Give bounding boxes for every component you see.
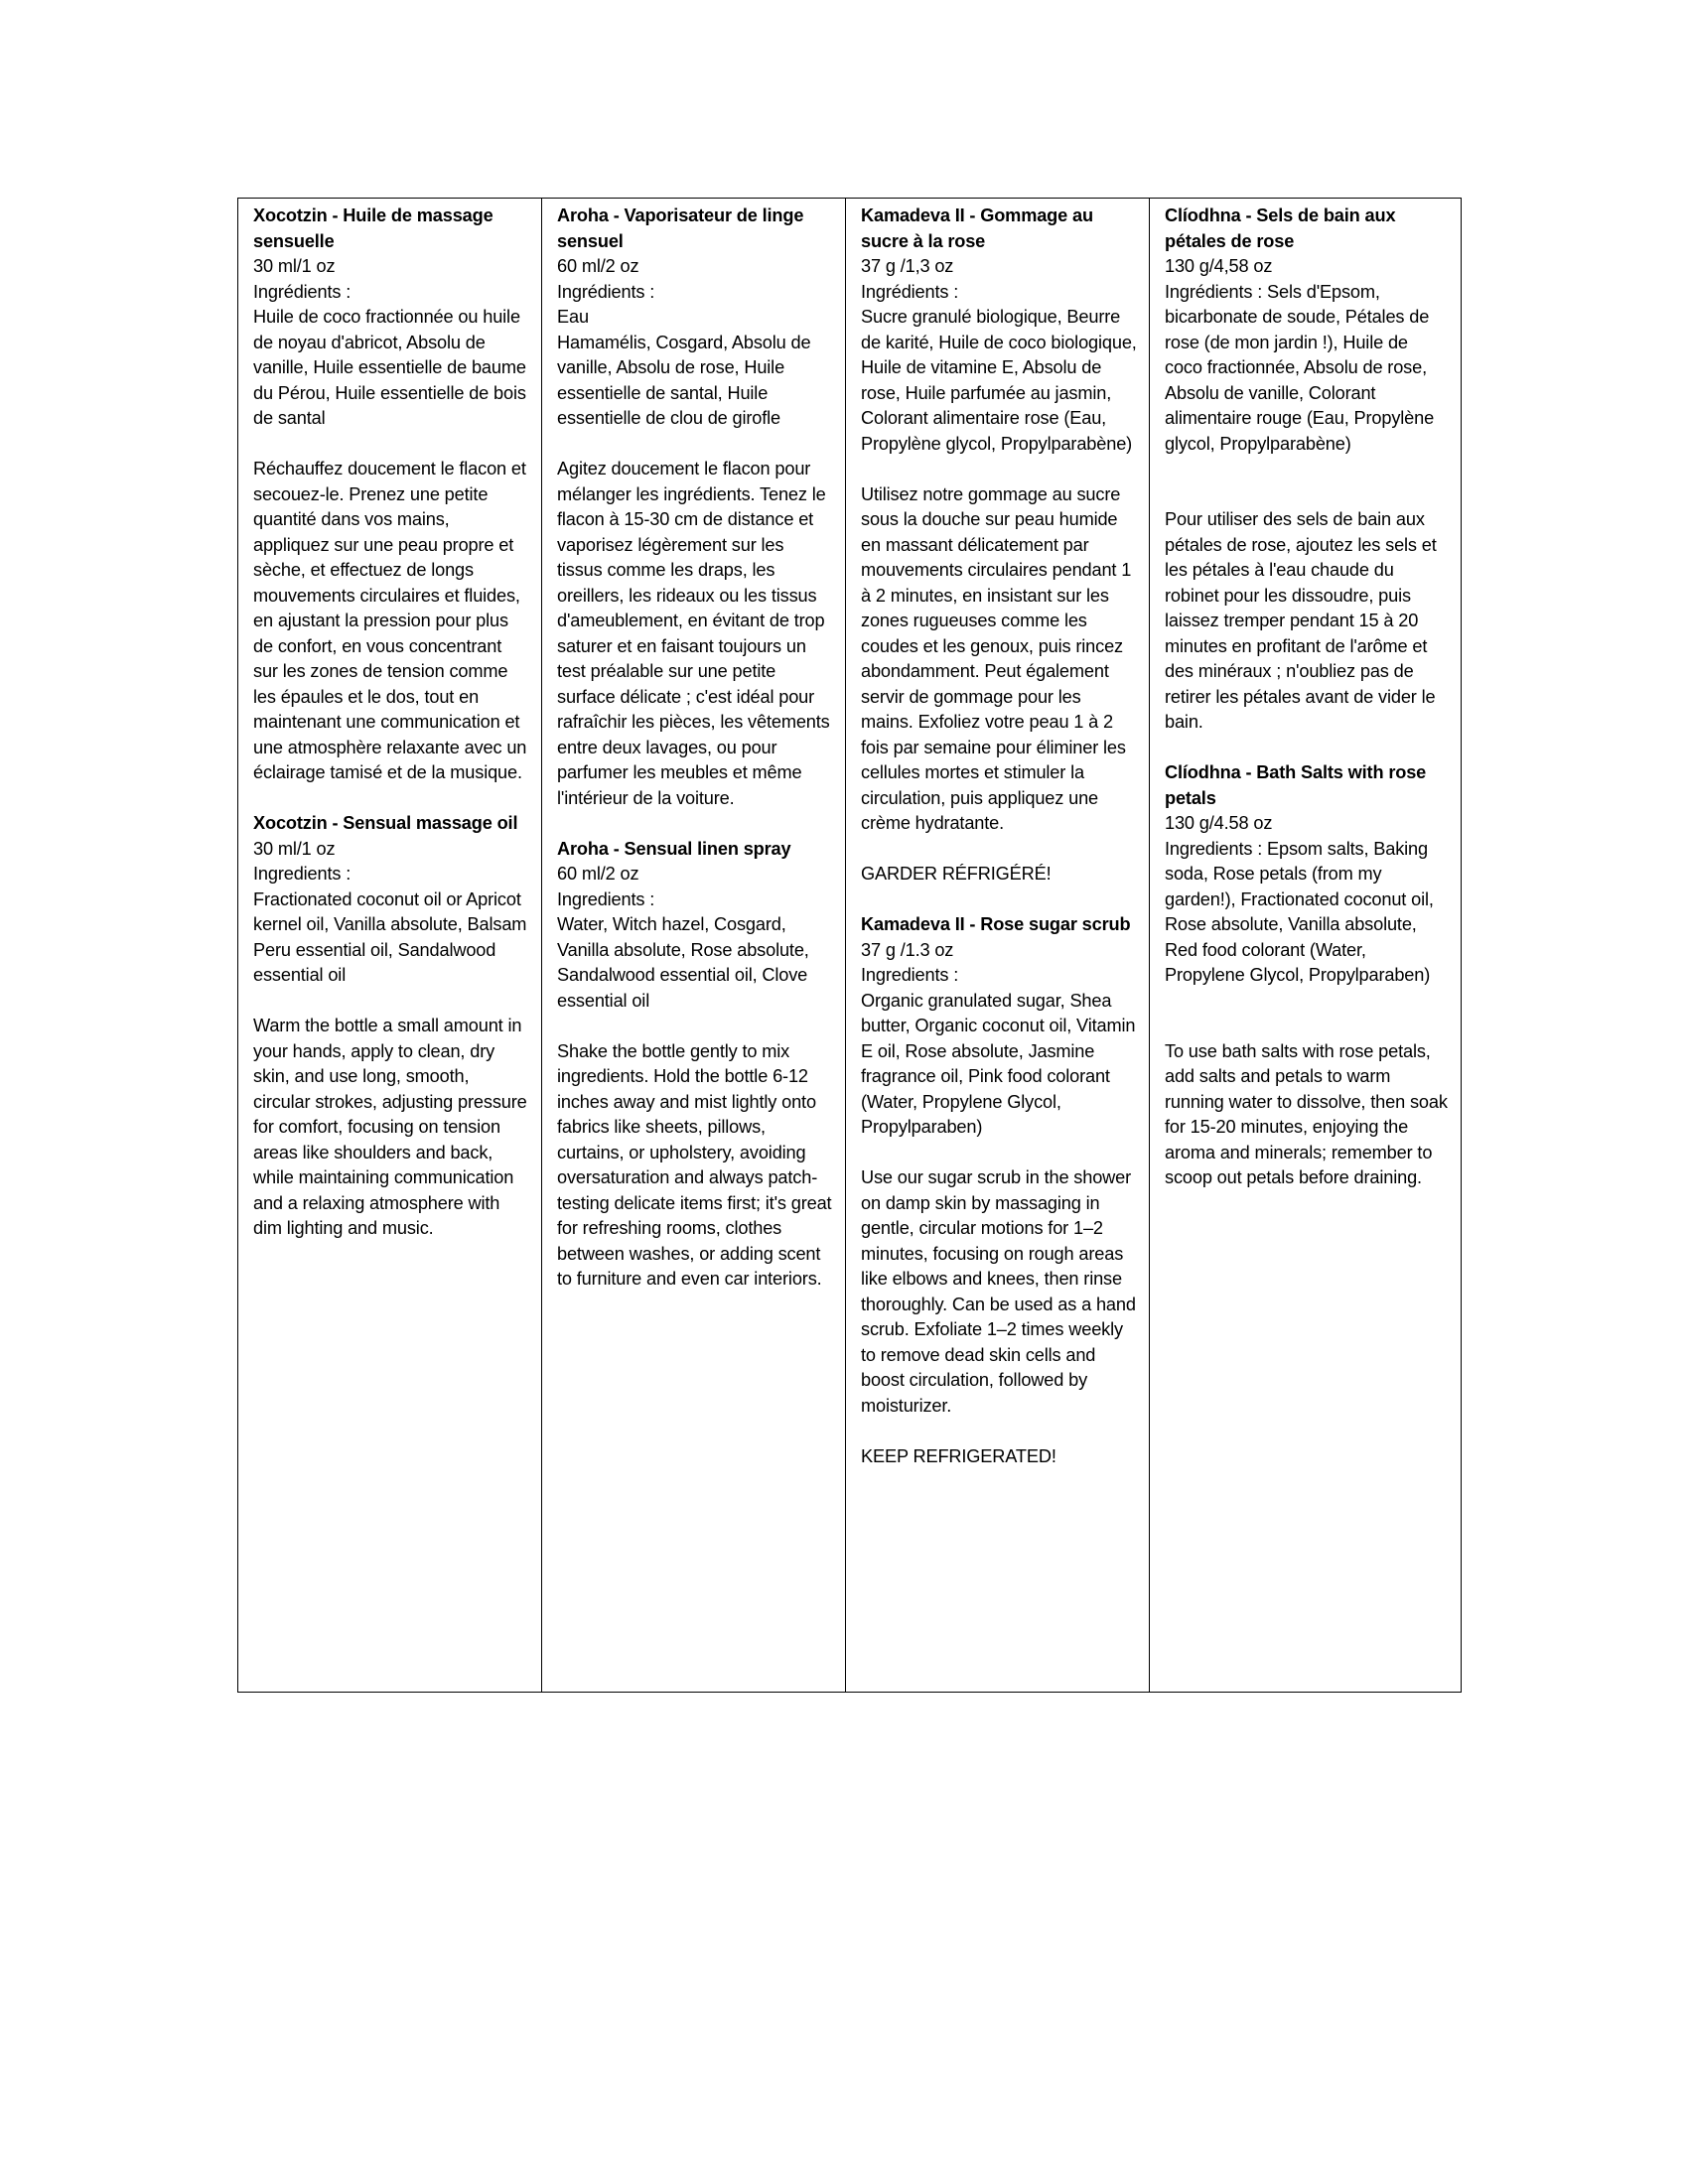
label-en [861, 912, 1137, 1469]
usage-instructions: To use bath salts with rose petals, add salts and petals to warm running water to dissolve, then soak for 15-20 minutes, enjoying the aroma and minerals; remember to scoop out petals before draining. [1165, 1040, 1448, 1187]
ingredients-list: Ingredients : Epsom salts, Baking soda, Rose petals (from my garden!), Fractionated coconut oil, Rose absolute, Vanilla absolute, Red food colorant (Water, Propylene Glycol, Propylparaben) [1165, 838, 1434, 985]
product-title: Xocotzin - Sensual massage oil [253, 813, 518, 833]
product-size: 130 g/4.58 oz [1165, 813, 1273, 833]
label-en [557, 837, 833, 1293]
usage-instructions: Use our sugar scrub in the shower on damp skin by massaging in gentle, circular motions for 1–2 minutes, focusing on rough areas like elbows and knees, then rinse thoroughly. Can be used as a hand scrub. Exfoliate 1–2 times weekly to remove dead skin cells and boost circulation, followed by moisturizer. [861, 1167, 1136, 1416]
product-title: Kamadeva II - Gommage au sucre à la rose [861, 205, 1093, 251]
ingredients-label: Ingredients : [253, 864, 352, 884]
ingredients-list: Organic granulated sugar, Shea butter, Organic coconut oil, Vitamin E oil, Rose absolute, Jasmine fragrance oil, Pink food colorant (Water, Propylene Glycol, Propylparaben) [861, 990, 1136, 1137]
product-size: 30 ml/1 oz [253, 256, 336, 276]
ingredients-list: Ingrédients : Sels d'Epsom, bicarbonate de soude, Pétales de rose (de mon jardin !), Huile de coco fractionnée, Absolu de rose, Absolu de vanille, Colorant alimentaire rouge (Eau, Propylène glycol, Propylparabène) [1165, 281, 1435, 454]
ingredients-list: Fractionated coconut oil or Apricot kernel oil, Vanilla absolute, Balsam Peru essential oil, Sandalwood essential oil [253, 888, 527, 985]
product-title: Clíodhna - Bath Salts with rose petals [1165, 762, 1427, 808]
table-row [238, 199, 1462, 1693]
label-en [253, 811, 529, 1242]
product-size: 60 ml/2 oz [557, 256, 639, 276]
ingredients-label: Ingredients : [557, 888, 655, 909]
usage-instructions: Pour utiliser des sels de bain aux pétales de rose, ajoutez les sels et les pétales à l'eau chaude du robinet pour les dissoudre, puis laissez tremper pendant 15 à 20 minutes en profitant de l'arôme et des minéraux ; n'oubliez pas de retirer les pétales avant de vider le bain. [1165, 509, 1437, 732]
ingredients-label: Ingrédients : [253, 281, 352, 302]
usage-instructions: Utilisez notre gommage au sucre sous la douche sur peau humide en massant délicatement par mouvements circulaires pendant 1 à 2 minutes, en insistant sur les zones rugueuses comme les coudes et les genoux, puis rincez abondamment. Peut également servir de gommage pour les mains. Exfoliez votre peau 1 à 2 fois par semaine pour éliminer les cellules mortes et stimuler la circulation, puis appliquez une crème hydratante. [861, 483, 1132, 833]
ingredients-label: Ingredients : [861, 965, 959, 985]
label-cell-aroha [542, 199, 846, 1693]
product-size: 30 ml/1 oz [253, 838, 336, 859]
ingredients-list: Sucre granulé biologique, Beurre de karité, Huile de coco biologique, Huile de vitamine E, Absolu de rose, Huile parfumée au jasmin, Colorant alimentaire rose (Eau, Propylène glycol, Propylparabène) [861, 307, 1137, 454]
usage-instructions: Réchauffez doucement le flacon et secouez-le. Prenez une petite quantité dans vos mains, appliquez sur une peau propre et sèche, et effectuez de longs mouvements circulaires et fluides, en ajustant la pression pour plus de confort, en vous concentrant sur les zones de tension comme les épaules et le dos, tout en maintenant une communication et une atmosphère relaxante avec un éclairage tamisé et de la musique. [253, 459, 527, 782]
ingredients-list: Hamamélis, Cosgard, Absolu de vanille, Absolu de rose, Huile essentielle de santal, Huile essentielle de clou de girofle [557, 332, 811, 428]
label-fr [557, 204, 833, 811]
ingredients-label: Ingrédients : [557, 281, 655, 302]
usage-instructions: Shake the bottle gently to mix ingredients. Hold the bottle 6-12 inches away and mist lightly onto fabrics like sheets, pillows, curtains, or upholstery, avoiding oversaturation and always patch-testing delicate items first; it's great for refreshing rooms, clothes between washes, or adding scent to furniture and even car interiors. [557, 1040, 832, 1289]
product-title: Clíodhna - Sels de bain aux pétales de rose [1165, 205, 1396, 251]
label-cell-cliodhna [1150, 199, 1462, 1693]
label-fr [861, 204, 1137, 887]
storage-warning: KEEP REFRIGERATED! [861, 1445, 1056, 1466]
product-title: Kamadeva II - Rose sugar scrub [861, 914, 1131, 934]
product-labels-table [237, 198, 1462, 1693]
ingredients-list: Water, Witch hazel, Cosgard, Vanilla absolute, Rose absolute, Sandalwood essential oil, Clove essential oil [557, 914, 809, 1011]
product-title: Aroha - Sensual linen spray [557, 838, 791, 859]
usage-instructions: Warm the bottle a small amount in your hands, apply to clean, dry skin, and use long, smooth, circular strokes, adjusting pressure for comfort, focusing on tension areas like shoulders and back, while maintaining communication and a relaxing atmosphere with dim lighting and music. [253, 1016, 527, 1238]
product-size: 130 g/4,58 oz [1165, 256, 1273, 276]
label-en [1165, 760, 1449, 1191]
ingredients-label: Ingrédients : [861, 281, 959, 302]
product-title: Xocotzin - Huile de massage sensuelle [253, 205, 493, 251]
ingredients-first-line: Eau [557, 307, 589, 327]
product-size: 37 g /1,3 oz [861, 256, 954, 276]
label-fr [253, 204, 529, 786]
usage-instructions: Agitez doucement le flacon pour mélanger les ingrédients. Tenez le flacon à 15-30 cm de distance et vaporisez légèrement sur les tissus comme les draps, les oreillers, les rideaux ou les tissus d'ameublement, en évitant de trop saturer et en faisant toujours un test préalable sur une petite surface délicate ; c'est idéal pour rafraîchir les pièces, les vêtements entre deux lavages, ou pour parfumer les meubles et même l'intérieur de la voiture. [557, 459, 830, 808]
label-cell-xocotzin [238, 199, 542, 1693]
product-size: 60 ml/2 oz [557, 864, 639, 884]
label-fr [1165, 204, 1449, 736]
product-size: 37 g /1.3 oz [861, 939, 954, 960]
product-title: Aroha - Vaporisateur de linge sensuel [557, 205, 804, 251]
label-cell-kamadeva [846, 199, 1150, 1693]
ingredients-list: Huile de coco fractionnée ou huile de noyau d'abricot, Absolu de vanille, Huile essentielle de baume du Pérou, Huile essentielle de bois de santal [253, 307, 526, 428]
storage-warning: GARDER RÉFRIGÉRÉ! [861, 864, 1052, 884]
